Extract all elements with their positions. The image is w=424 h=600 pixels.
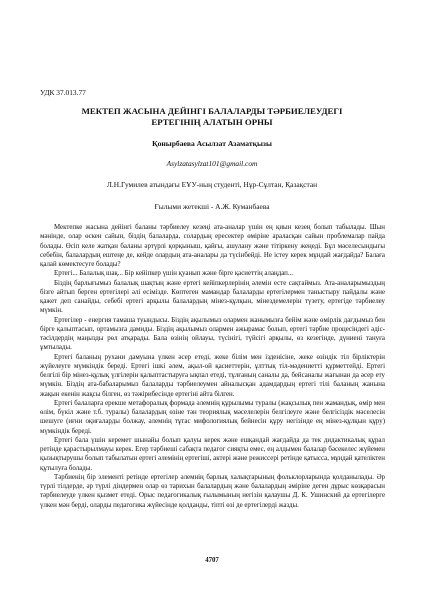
paragraph-2: Ертегі... Балалық шақ... Бір кейіпкер үшін қуанып және бірге қасиеттің алаңдап... [54, 270, 294, 278]
article-body [40, 223, 385, 510]
paragraph-5: Ертегі баланың рухани дамуына үлкен әсер етеді, жеке білім мен ізденісіне, жеке өзіндік тіл бірліктерін жүйелеуге мүмкіндік береді. Ертегі ішкі әлем, ақыл-ой қасиеттерін, ұлттық тіл-мәдениетті құрметтейді. Ертегі белгілі бір мінез-құлық үлгілерін қалыптастыруға ықпал етеді, тұлғаның саналы да, бейсаналы жағынан да әсер ету мүмкін. Біздің ата-бабаларымыз балаларды тәрбиелеумен айналысқан адамдардың ертегі тілі баланың жанына жақын екенін жақсы білген, өз тәжірибесінде ертегіні айта білген. [40, 353, 385, 398]
paragraph-7: Ертегі бала үшін керемет шынайы болып қалуы керек және ешқандай жағдайда да тек дидактикалық құрал ретінде қарастырылмауы керек. Егер тәрбиеші сабақта педагог сияқты емес, ең алдымен балалар бәсекелес жүйемен қызықтырушы болып табылатын ертегі әлемінің ертегіші, актері және режиссері ретінде қатысса, мұндай қателіктен құтылуға болады. [40, 436, 385, 472]
author-name: Қонырбаева Асылзат Азаматқызы [152, 139, 272, 148]
paragraph-1: Мектепке жасына дейінгі баланы тәрбиелеу кезеңі ата-аналар үшін ең қиын кезең болып табылады. Шын мәнінде, олар өскен сайын, біздің балаларда, солардың ересектер өміріне араласқан сайын проблемалар пайда болады. Өсіп келе жатқан баланы әртүрлі қорқыныш, қайғы, ашулану және тітіркену жеңеді. Бұл мәселесындығы себебін, балалардың ештеңе де, кейде олардың ата-аналары да түсінбейді. Не істеу керек мұндай жағдайда? Балаға қалай көмектесуге болады? [40, 224, 385, 268]
scientific-advisor: Ғылыми жетекші - А.Ж. Куманбаева [154, 202, 270, 211]
article-title: МЕКТЕП ЖАСЫНА ДЕЙІНГІ БАЛАЛАРДЫ ТӘРБИЕЛЕУДЕГІ ЕРТЕГІНІҢ АЛАТЫН ОРНЫ [81, 106, 343, 127]
author-affiliation: Л.Н.Гумилев атындағы ЕҰУ-ның студенті, Нұр-Сұлтан, Қазақстан [106, 180, 318, 189]
paragraph-6: Ертегі балаларға ерекше метафоралық формада әлемнің құрылымы туралы (жақсылық пен жамандық, өмір мен өлім, бүкіл және т.б. туралы) балалардың өзіне тән теориялық мәселелерін белгілеуге және белгісіздік мәселесін шешуге (иғни оқиғаларды болжау, әлемнің тұтас мифологиялық бейнесін құру негізінде ең мінез-құлқын құру) мүмкіндік береді. [40, 399, 385, 435]
paragraph-4: Ертегілер - енергия тамаша туындысы. Біздің ақылымыз олармен жанымызға бейім және өмірлік дағдымыз бен бірге қалыптасып, ортамызға дамиды. Біздің ақылымыз олармен ажырамас болып, ертегі тәрбие процесіндегі әдіс-тәсілдердің маңызды рөл атқарады. Бала өзінің ойлауы, түсінігі, түйсігі арқылы, өз кезегінде, дүниені тануға ұмтылады. [40, 316, 385, 352]
author-email: Asylzatasylzat101@gmail.com [166, 159, 258, 168]
udk-code: УДК 37.013.77 [40, 88, 86, 97]
paragraph-8: Тәрбиенің бір элементі ретінде ертегілер әлемнің барлық халықтарының фольклорларында қолданылады. Әр түрлі тілдерде, әр түрлі діндермен олар өз тарихын балалардың және балалардың әміріне деген дұрыс көзқарасын тәрбиелеуде үлкен қызмет етеді. Орыс педагогикалық ғылымының негізін қалаушы Д. К. Ушинский да ертегілерге үлкен мән берді, оларды педагогика жүйесінде қолданды, тіпті өзі де ертегілерді жазды. [40, 473, 385, 509]
page-number: 4707 [205, 557, 219, 564]
paragraph-3: Біздің барлығымыз балалық шақтың және ертегі кейіпкерлерінің әлемін есте сақтаймыз. Ата-аналарымыздың бізге айтып берген ертегілері әлі есімізде. Көптеген мамандар балаларды ертегілермен таныстыру пайдалы және қажет деп санайды, себебі ертегі арқылы балалардың мінез-құлқын, мінездемелерін түзету, ертегіде тәрбиелеу мүмкін. [40, 279, 385, 315]
